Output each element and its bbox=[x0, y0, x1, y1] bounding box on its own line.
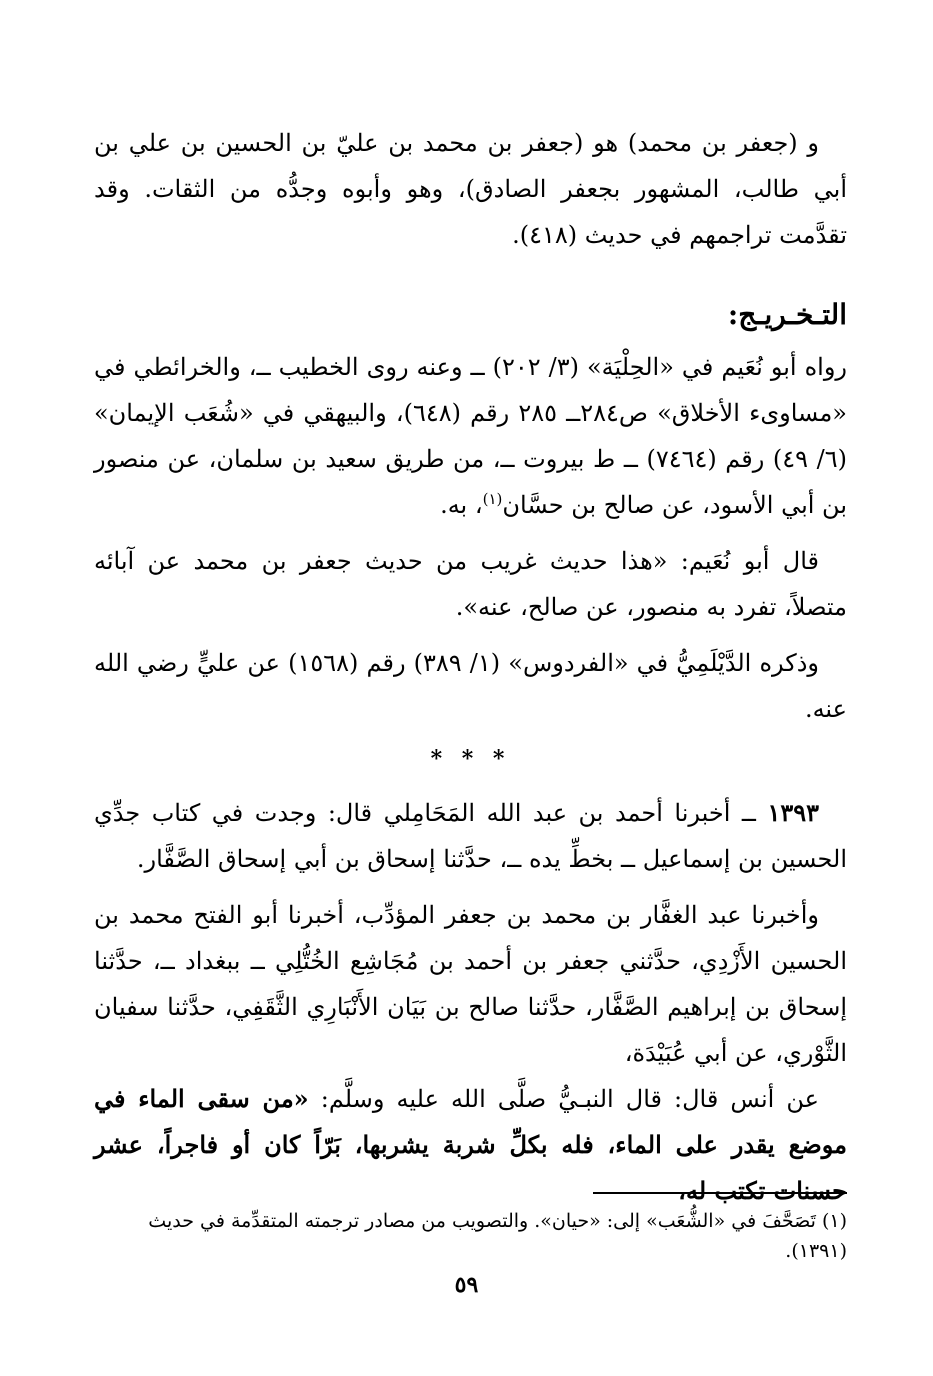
isnad-text-1: ــ أخبرنا أحمد بن عبد الله المَحَامِلي قال: وجدت في كتاب جدِّي الحسين بن إسماعيل ــ بخطِّ يده ــ، حدَّثنا إسحاق بن أبي إسحاق الصَّفَّار. bbox=[94, 799, 847, 873]
section-heading-takhrij: التـخـريـج: bbox=[727, 298, 847, 331]
paragraph-hadith-isnad-1 bbox=[94, 790, 847, 882]
hadith-number: ١٣٩٣ bbox=[767, 798, 819, 827]
paragraph-takhrij-sources bbox=[94, 344, 847, 528]
page-number: ٥٩ bbox=[454, 1272, 479, 1298]
footnote-1: (١) تَصَحَّفَ في «الشُّعَب» إلى: «حيان». والتصويب من مصادر ترجمته المتقدِّمة في حديث (١٣٩١). bbox=[148, 1210, 847, 1262]
matn-intro: عن أنس قال: قال النبـيُّ صلَّى الله عليه وسلَّم: bbox=[308, 1085, 820, 1113]
paragraph-daylami: وذكره الدَّيْلَمِيُّ في «الفردوس» (١/ ٣٨٩) رقم (١٥٦٨) عن عليٍّ رضي الله عنه. bbox=[94, 649, 847, 723]
takhrij-text-end: ، به. bbox=[440, 491, 483, 519]
matn-text: «من سقى الماء في موضع يقدر على الماء، فله بكلِّ شربة يشربها، بَرّاً كان أو فاجراً، عشر حسنات تكتب له، bbox=[94, 1084, 847, 1205]
paragraph-abu-nuaym-quote: قال أبو نُعَيم: «هذا حديث غريب من حديث جعفر بن محمد عن آبائه متصلاً، تفرد به منصور، عن صالح، عنه». bbox=[94, 547, 847, 621]
paragraph-hadith-isnad-2: وأخبرنا عبد الغفَّار بن محمد بن جعفر المؤدِّب، أخبرنا أبو الفتح محمد بن الحسين الأَزْدِي، حدَّثني جعفر بن أحمد بن مُجَاشِع الخُتُّلِي ــ ببغداد ــ، حدَّثنا إسحاق بن إبراهيم الصَّفَّار، حدَّثنا صالح بن بَيَان الأَنْبَارِي الثَّقَفِي، حدَّثنا سفيان الثَّوْري، عن أبي عُبَيْدَة، bbox=[94, 901, 847, 1067]
paragraph-narrator-note: و (جعفر بن محمد) هو (جعفر بن محمد بن عليّ بن الحسين بن علي بن أبي طالب، المشهور بجعفر الصادق)، وهو وأبوه وجدُّه من الثقات. وقد تقدَّمت تراجمهم في حديث (٤١٨). bbox=[94, 129, 847, 249]
main-text bbox=[94, 120, 847, 1214]
takhrij-text: رواه أبو نُعَيم في «الحِلْيَة» (٣/ ٢٠٢) ــ وعنه روى الخطيب ــ، والخرائطي في «مساوىء الأخلاق» ص٢٨٤ــ ٢٨٥ رقم (٦٤٨)، والبيهقي في «شُعَب الإيمان» (٦/ ٤٩) رقم (٧٤٦٤) ــ ط بيروت ــ، من طريق سعيد بن سلمان، عن منصور بن أبي الأسود، عن صالح بن حسَّان bbox=[94, 353, 847, 519]
section-divider-stars: * * * bbox=[430, 746, 511, 772]
footnote-ref-1[interactable]: (١) bbox=[482, 490, 503, 508]
footnote-separator bbox=[593, 1192, 847, 1194]
